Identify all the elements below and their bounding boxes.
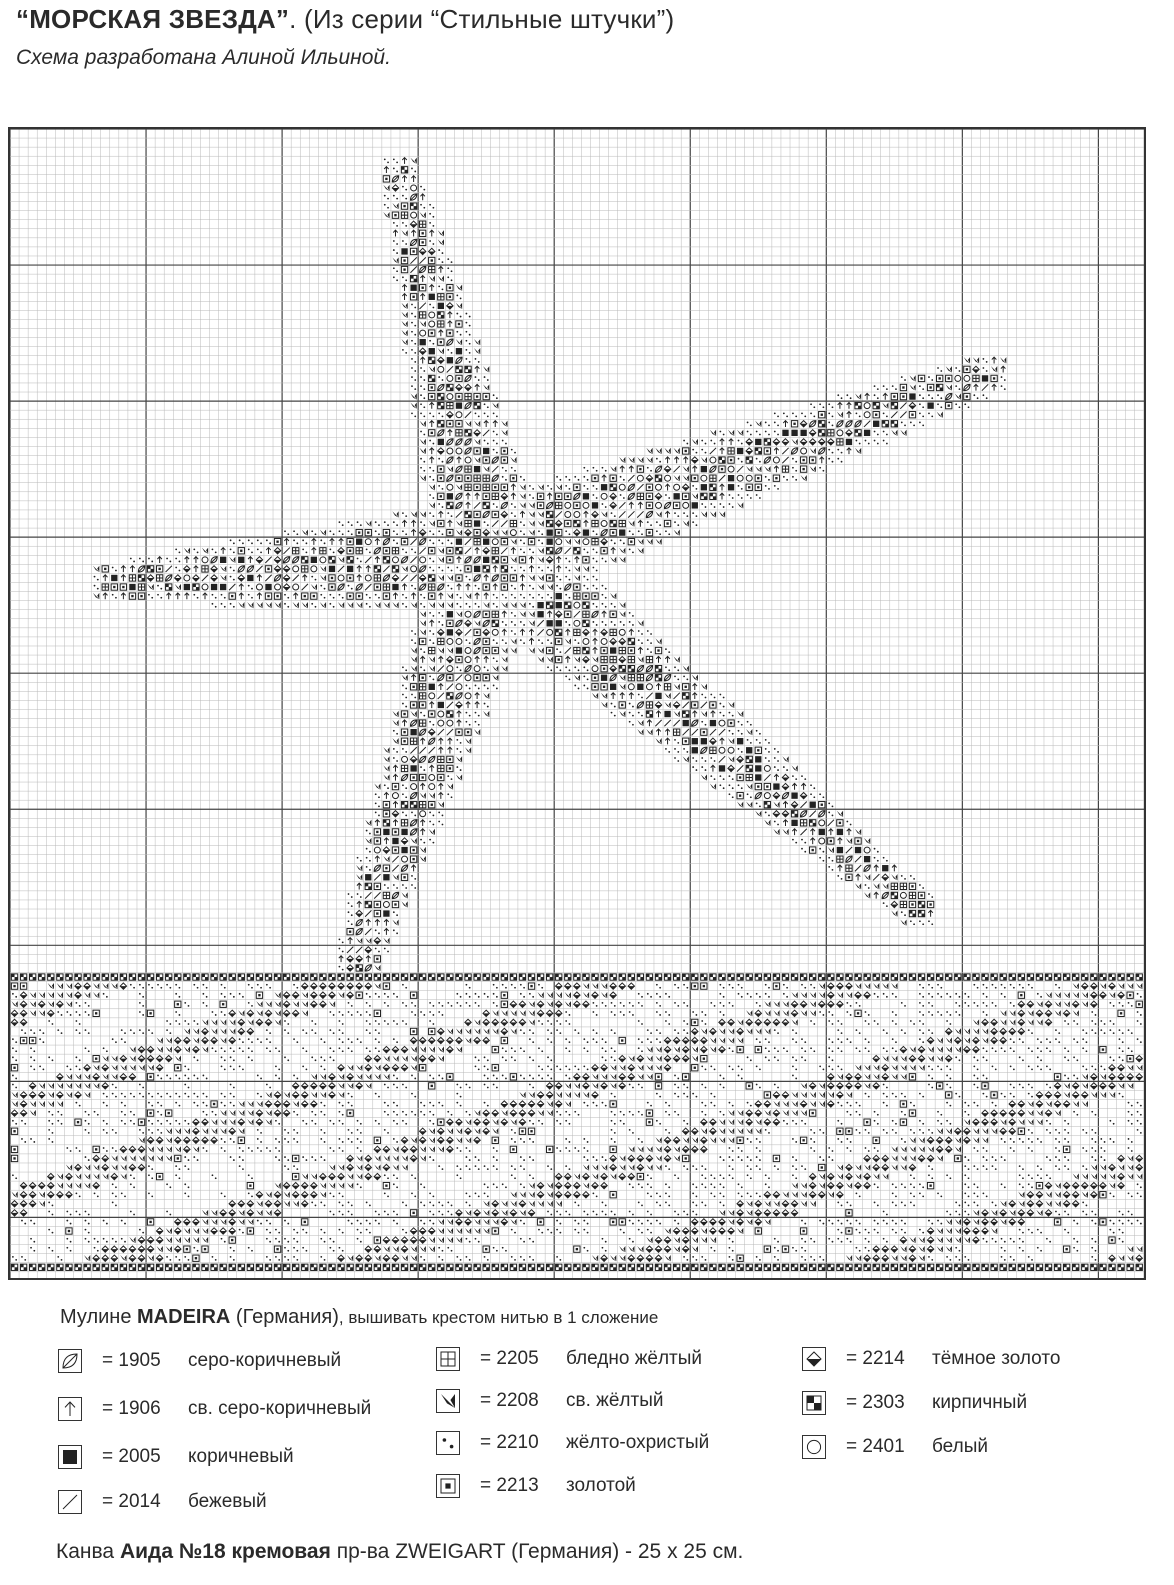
arrowhead-icon	[436, 1389, 460, 1413]
title-series: . (Из серии “Стильные штучки”)	[289, 4, 675, 34]
legend-color-name: кирпичный	[932, 1392, 1028, 1413]
dots-icon	[436, 1431, 460, 1455]
legend-item	[58, 1442, 294, 1472]
thread-prefix: Мулине	[60, 1306, 138, 1328]
page-title	[16, 4, 674, 35]
legend-color-name: бежевый	[188, 1491, 267, 1512]
legend-code: = 2401	[846, 1436, 905, 1457]
filled-square-icon	[58, 1445, 82, 1469]
legend-item	[436, 1386, 664, 1416]
legend-color-name: бледно жёлтый	[566, 1348, 703, 1369]
legend-item	[58, 1346, 341, 1376]
legend-code: = 2205	[480, 1348, 539, 1369]
thread-info	[60, 1306, 658, 1329]
thread-country: (Германия)	[230, 1306, 339, 1328]
canvas-prefix: Канва	[56, 1540, 120, 1563]
legend-item	[802, 1432, 988, 1462]
legend-color-name: св. серо-коричневый	[188, 1398, 372, 1419]
canvas-info	[56, 1540, 743, 1564]
legend-color-name: белый	[932, 1436, 988, 1457]
legend-item	[436, 1428, 709, 1458]
grid-square-icon	[436, 1347, 460, 1371]
legend-color-name: серо-коричневый	[188, 1350, 342, 1371]
legend-item	[58, 1394, 371, 1424]
thread-brand: MADEIRA	[137, 1306, 231, 1328]
legend-color-name: коричневый	[188, 1446, 294, 1467]
legend-code: = 2014	[102, 1491, 161, 1512]
legend-color-name: жёлто-охристый	[566, 1432, 710, 1453]
legend-item	[58, 1487, 267, 1517]
title-bold: “МОРСКАЯ ЗВЕЗДА”	[16, 4, 290, 34]
legend-code: = 2005	[102, 1446, 161, 1467]
cross-stitch-chart	[8, 127, 1146, 1280]
legend-code: = 1905	[102, 1350, 161, 1371]
legend-color-name: тёмное золото	[932, 1348, 1061, 1369]
chart-grid	[10, 129, 1144, 1278]
legend-item	[802, 1344, 1060, 1374]
legend-color-name: св. жёлтый	[566, 1390, 664, 1411]
thread-note: , вышивать крестом нитью в 1 сложение	[338, 1308, 659, 1327]
legend-code: = 2210	[480, 1432, 539, 1453]
diamond-icon	[802, 1347, 826, 1371]
legend-item	[436, 1344, 702, 1374]
up-arrow-icon	[58, 1397, 82, 1421]
legend-code: = 2208	[480, 1390, 539, 1411]
legend-item	[802, 1388, 1027, 1418]
legend-item	[436, 1471, 636, 1501]
author-subtitle: Схема разработана Алиной Ильиной.	[16, 46, 391, 69]
dotted-square-icon	[436, 1474, 460, 1498]
legend-code: = 1906	[102, 1398, 161, 1419]
canvas-fabric: Аида №18 кремовая	[119, 1540, 331, 1563]
legend-code: = 2213	[480, 1475, 539, 1496]
checker-icon	[802, 1391, 826, 1415]
legend-color-name: золотой	[566, 1475, 636, 1496]
leaf-icon	[58, 1349, 82, 1373]
circle-icon	[802, 1435, 826, 1459]
starfish-pattern	[11, 158, 1142, 1271]
canvas-maker: пр-ва ZWEIGART (Германия) - 25 x 25 см.	[330, 1540, 744, 1563]
legend-code: = 2303	[846, 1392, 905, 1413]
slash-icon	[58, 1490, 82, 1514]
legend-code: = 2214	[846, 1348, 905, 1369]
